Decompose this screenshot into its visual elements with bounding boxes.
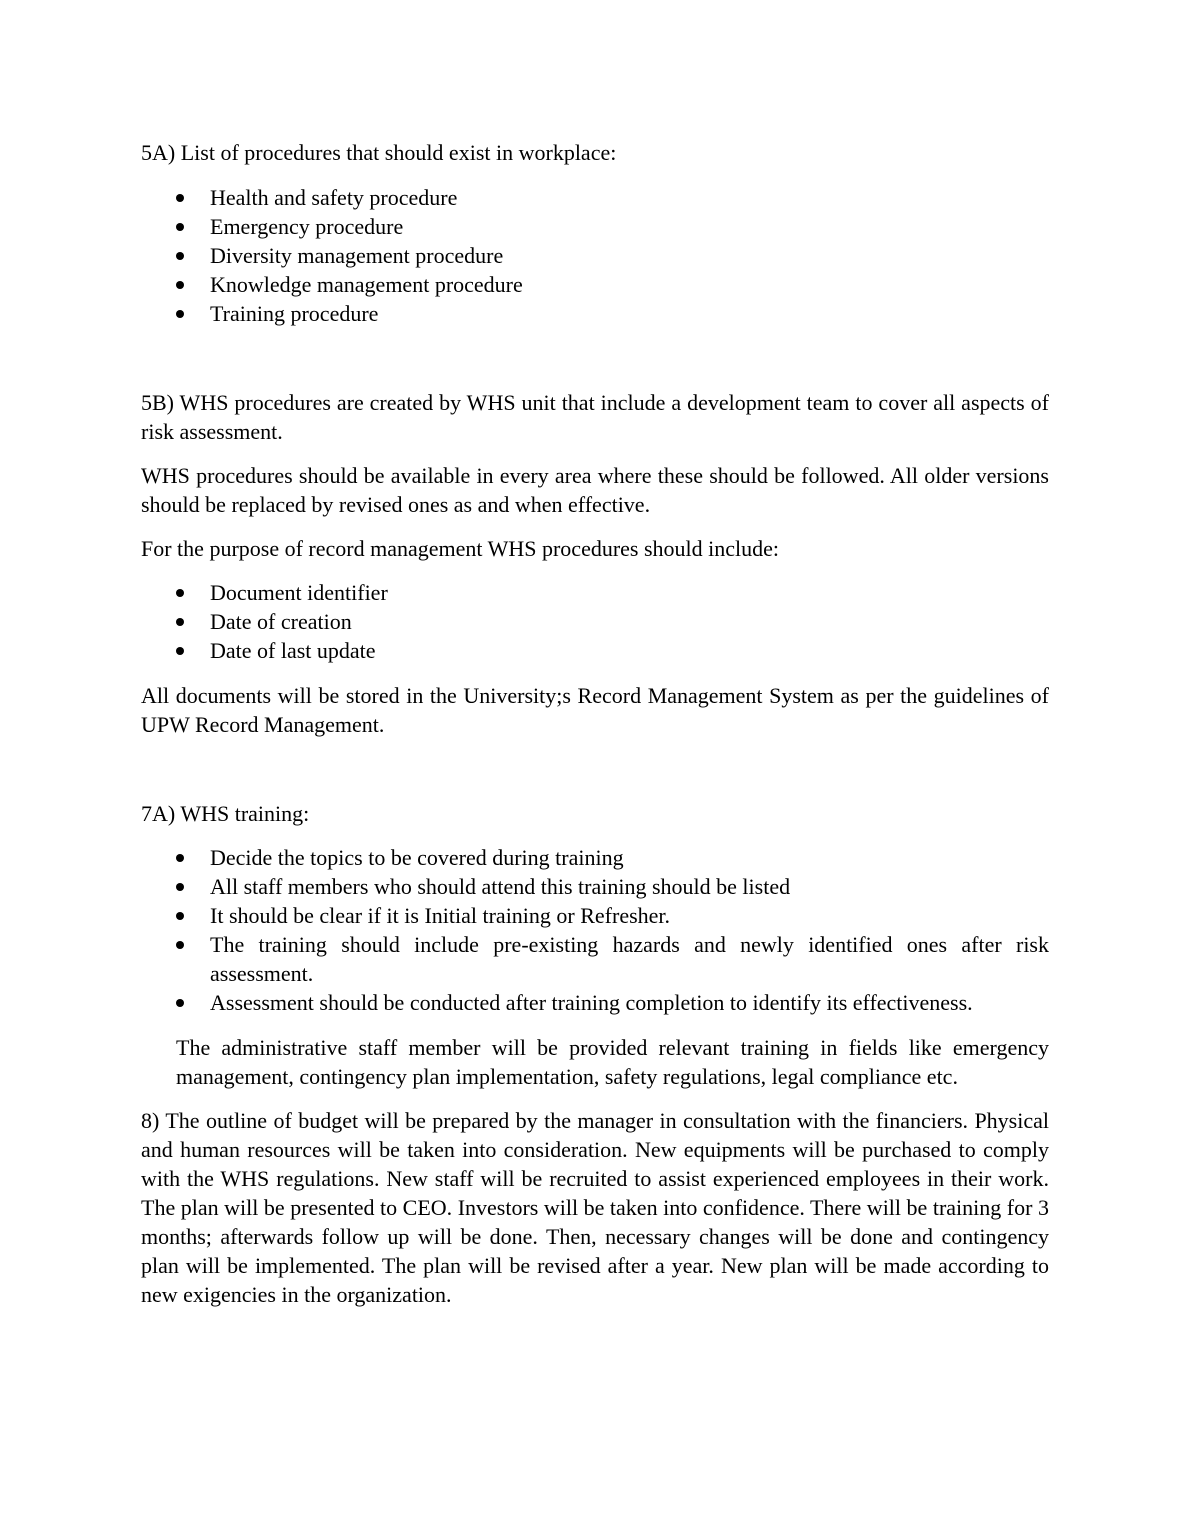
list-item: Decide the topics to be covered during training — [141, 843, 1049, 872]
list-item: It should be clear if it is Initial training or Refresher. — [141, 901, 1049, 930]
list-item: Document identifier — [141, 578, 1049, 607]
section-8-paragraph: 8) The outline of budget will be prepared by the manager in consultation with the financiers. Physical and human resources will be taken into consideration. New equipments will be purchased to comply with the WHS regulations. New staff will be recruited to assist experienced employees in their work. The plan will be presented to CEO. Investors will be taken into confidence. There will be training for 3 months; afterwards follow up will be done. Then, necessary changes will be done and contingency plan will be implemented. The plan will be revised after a year. New plan will be made according to new exigencies in the organization. — [141, 1108, 1049, 1307]
section-5a-list — [141, 183, 1049, 328]
section-5b-list — [141, 578, 1049, 665]
list-item: Date of last update — [141, 636, 1049, 665]
list-item: The training should include pre-existing hazards and newly identified ones after risk assessment. — [141, 930, 1049, 988]
list-item: Date of creation — [141, 607, 1049, 636]
list-item: Training procedure — [141, 299, 1049, 328]
list-item: Assessment should be conducted after training completion to identify its effectiveness. — [141, 988, 1049, 1017]
section-5b-paragraph-1: 5B) WHS procedures are created by WHS unit that include a development team to cover all aspects of risk assessment. — [141, 390, 1049, 444]
document-page — [141, 138, 1049, 1309]
list-item: Knowledge management procedure — [141, 270, 1049, 299]
section-7a-paragraph: The administrative staff member will be provided relevant training in fields like emergency management, contingency plan implementation, safety regulations, legal compliance etc. — [176, 1035, 1049, 1089]
list-item: All staff members who should attend this training should be listed — [141, 872, 1049, 901]
list-item: Emergency procedure — [141, 212, 1049, 241]
section-5b-paragraph-3: For the purpose of record management WHS procedures should include: — [141, 536, 780, 561]
section-5b-paragraph-4: All documents will be stored in the University;s Record Management System as per the guidelines of UPW Record Management. — [141, 683, 1049, 737]
list-item: Diversity management procedure — [141, 241, 1049, 270]
section-5b-paragraph-2: WHS procedures should be available in every area where these should be followed. All older versions should be replaced by revised ones as and when effective. — [141, 463, 1049, 517]
list-item: Health and safety procedure — [141, 183, 1049, 212]
section-7a-list — [141, 843, 1049, 1017]
section-7a-heading: 7A) WHS training: — [141, 801, 310, 826]
section-5a-heading: 5A) List of procedures that should exist in workplace: — [141, 140, 617, 165]
